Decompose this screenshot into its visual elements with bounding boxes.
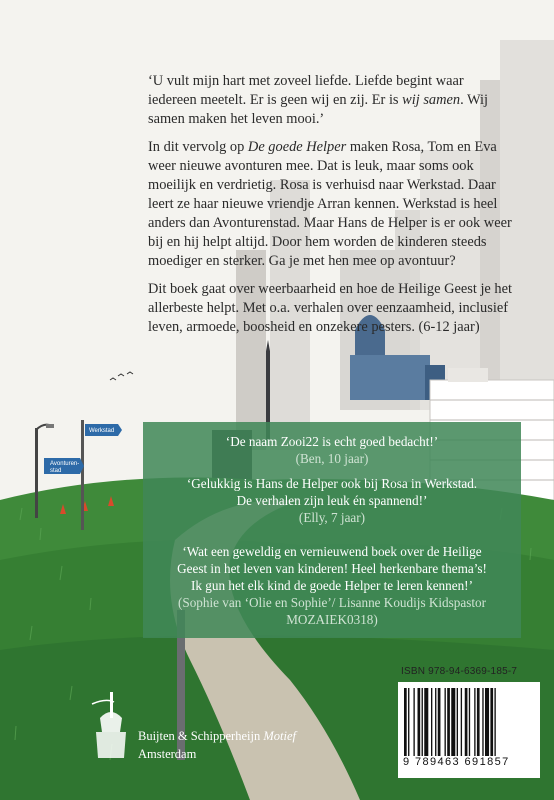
publisher-name-line: Buijten & Schipperheijn Motief (138, 729, 296, 743)
quote-3: ‘Wat een geweldig en vernieuwend boek over de Heilige Geest in het leven van kinderen! Heel herkenbare thema’s! Ik gun het elk kind de goede Helper te leren kennen!’ (Sophie van ‘Olie en Sophie’/ Lisanne Koudijs Kidspastor MOZAIEK0318) (177, 544, 487, 627)
barcode-bar (438, 688, 441, 756)
barcode-bar (431, 688, 432, 756)
barcode-bar (404, 688, 407, 756)
barcode-bar (474, 688, 475, 756)
barcode-bar (477, 688, 480, 756)
blurb-paragraph-3: Dit boek gaat over weerbaarheid en hoe de Heilige Geest je het allerbeste helpt. Met o.a. verhalen over eenzaamheid, inclusief leven, armoede, boosheid en onzekere pesters. (6-12 jaar) (148, 281, 513, 335)
quote-1: ‘De naam Zooi22 is echt goed bedacht!’ (Ben, 10 jaar) (225, 434, 439, 466)
quotes-panel (143, 422, 521, 638)
sign-left-line-2: stad (50, 468, 62, 474)
back-cover-blurb (148, 72, 514, 346)
barcode-bar (447, 688, 450, 756)
barcode-bar (482, 688, 483, 756)
barcode-bar (418, 688, 421, 756)
sign-left-line-1: Avonturen- (50, 461, 80, 467)
barcode-bar (465, 688, 468, 756)
barcode-bar (469, 688, 470, 756)
publisher-city: Amsterdam (138, 747, 197, 761)
sign-right-text: Werkstad (89, 428, 115, 434)
barcode-bar (451, 688, 455, 756)
street-lamp (35, 428, 38, 518)
quote-2: ‘Gelukkig is Hans de Helper ook bij Rosa in Werkstad. De verhalen zijn leuk én spannend!’ (Elly, 7 jaar) (186, 476, 478, 525)
isbn-label: ISBN 978-94-6369-185-7 (401, 666, 518, 677)
publisher-logo-icon (86, 688, 136, 766)
barcode-bar (445, 688, 446, 756)
blurb-paragraph-2: In dit vervolg op De goede Helper maken Rosa, Tom en Eva weer nieuwe avonturen mee. Dat is leuk, maar soms ook moeilijk en verdrietig. Rosa is verhuisd naar Werkstad. Daar leert ze haar nieuwe vriendje Arran kennen. Werkstad is heel anders dan Avonturenstad. Maar Hans de Helper is er ook weer bij en hij helpt altijd. Door hem worden de kinderen steeds moediger en sterker. Ga je met hen mee op avontuur? (148, 139, 512, 269)
barcode-bar (494, 688, 495, 756)
barcode-bar (461, 688, 462, 756)
publisher-imprint (138, 727, 296, 763)
barcode-bar (413, 688, 414, 756)
barcode-digits: 9 789463 691857 (403, 756, 537, 768)
sign-post (81, 420, 84, 530)
barcode-bar (408, 688, 409, 756)
barcode-bar (485, 688, 489, 756)
barcode-bar (490, 688, 493, 756)
barcode-bar (422, 688, 423, 756)
blurb-paragraph-1: ‘U vult mijn hart met zoveel liefde. Liefde begint waar iedereen meetelt. Er is geen wij en zij. Er is wij samen. Wij samen maken het leven mooi.’ (148, 73, 489, 127)
barcode-bar (435, 688, 436, 756)
barcode-bar (424, 688, 428, 756)
barcode-bar (457, 688, 458, 756)
